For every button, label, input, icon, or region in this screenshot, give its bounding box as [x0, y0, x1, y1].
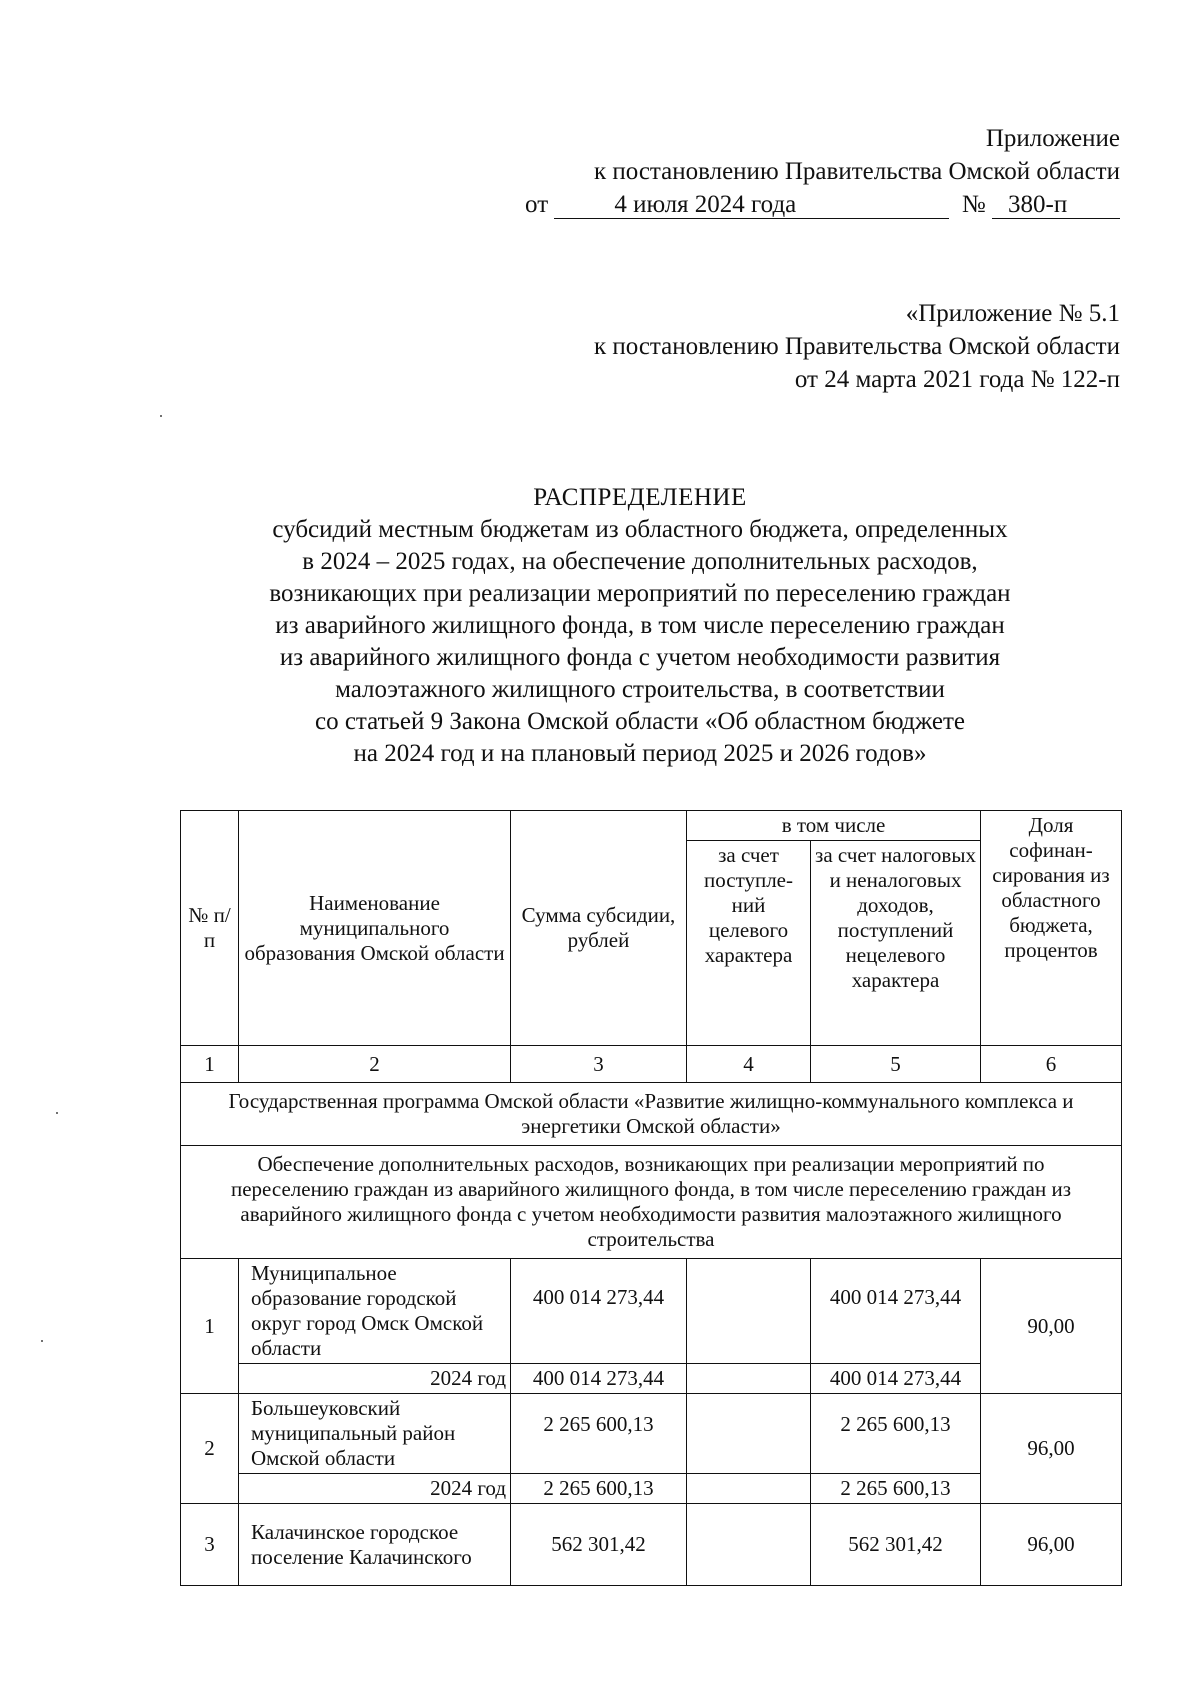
year-nontargeted-amount: 400 014 273,44 — [811, 1364, 981, 1394]
program-name: Государственная программа Омской области «Развитие жилищно-коммунального комплекса и энергетики Омской области» — [181, 1083, 1122, 1146]
col-number: 3 — [511, 1046, 687, 1083]
targeted-amount — [687, 1259, 811, 1364]
year-subsidy-sum: 2 265 600,13 — [511, 1474, 687, 1504]
scan-speck — [56, 1112, 58, 1114]
year-nontargeted-amount: 2 265 600,13 — [811, 1474, 981, 1504]
header-num: № п/п — [181, 811, 239, 1046]
header-name: Наименование муниципального образования Омской области — [239, 811, 511, 1046]
column-number-row — [181, 1046, 1122, 1083]
original-appendix-label: «Приложение № 5.1 — [905, 300, 1120, 327]
decree-date: 4 июля 2024 года — [554, 192, 949, 219]
title-line: малоэтажного жилищного строительства, в соответствии — [335, 676, 945, 703]
header-targeted: за счет поступле-ний целевого характера — [687, 841, 811, 1046]
appendix-header — [525, 122, 1120, 221]
document-title: РАСПРЕДЕЛЕНИЕ — [533, 484, 747, 511]
targeted-amount — [687, 1504, 811, 1586]
nontargeted-amount: 562 301,42 — [811, 1504, 981, 1586]
document-title-block — [160, 482, 1120, 770]
subsidy-sum: 400 014 273,44 — [511, 1259, 687, 1364]
row-number: 2 — [181, 1394, 239, 1504]
measure-row — [181, 1146, 1122, 1259]
row-number: 1 — [181, 1259, 239, 1394]
title-line: субсидий местным бюджетам из областного бюджета, определенных — [272, 516, 1008, 543]
col-number: 1 — [181, 1046, 239, 1083]
year-targeted-amount — [687, 1364, 811, 1394]
subsidy-sum: 562 301,42 — [511, 1504, 687, 1586]
table-row-year — [181, 1364, 1122, 1394]
cofinancing-share: 96,00 — [981, 1394, 1122, 1504]
cofinancing-share: 90,00 — [981, 1259, 1122, 1394]
appendix-label: Приложение — [985, 125, 1120, 152]
program-row — [181, 1083, 1122, 1146]
original-appendix-header — [594, 297, 1120, 396]
title-line: из аварийного жилищного фонда, в том числе переселению граждан — [275, 612, 1005, 639]
nontargeted-amount: 2 265 600,13 — [811, 1394, 981, 1474]
header-nontargeted: за счет налоговых и неналоговых доходов, поступлений нецелевого характера — [811, 841, 981, 1046]
header-group: в том числе — [687, 811, 981, 841]
scan-speck — [41, 1340, 43, 1342]
appendix-decree-ref: к постановлению Правительства Омской области — [593, 158, 1120, 185]
table-header-row — [181, 811, 1122, 841]
year-label: 2024 год — [239, 1364, 511, 1394]
title-line: со статьей 9 Закона Омской области «Об областном бюджете — [314, 708, 966, 735]
nontargeted-amount: 400 014 273,44 — [811, 1259, 981, 1364]
col-number: 6 — [981, 1046, 1122, 1083]
table-row — [181, 1394, 1122, 1474]
table-row-year — [181, 1474, 1122, 1504]
header-share: Доля софинан-сирования из областного бюджета, процентов — [981, 811, 1122, 1046]
municipality-name: Большеуковский муниципальный район Омской области — [239, 1394, 511, 1474]
subsidy-table — [180, 810, 1122, 1586]
original-decree-date: от 24 марта 2021 года № 122-п — [794, 366, 1120, 393]
col-number: 2 — [239, 1046, 511, 1083]
municipality-name: Муниципальное образование городской округ город Омск Омской области — [239, 1259, 511, 1364]
from-label: от — [525, 191, 549, 218]
year-subsidy-sum: 400 014 273,44 — [511, 1364, 687, 1394]
municipality-name: Калачинское городское поселение Калачинского — [239, 1504, 511, 1586]
year-targeted-amount — [687, 1474, 811, 1504]
cofinancing-share: 96,00 — [981, 1504, 1122, 1586]
subsidy-sum: 2 265 600,13 — [511, 1394, 687, 1474]
title-line: на 2024 год и на плановый период 2025 и 2026 годов» — [353, 740, 927, 767]
table-row — [181, 1504, 1122, 1586]
title-line: возникающих при реализации мероприятий по переселению граждан — [269, 580, 1011, 607]
row-number: 3 — [181, 1504, 239, 1586]
measure-name: Обеспечение дополнительных расходов, возникающих при реализации мероприятий по переселению граждан из аварийного жилищного фонда, в том числе переселению граждан из аварийного жилищного фонда с учетом необходимости развития малоэтажного жилищного строительства — [181, 1146, 1122, 1259]
original-decree-ref: к постановлению Правительства Омской области — [593, 333, 1120, 360]
year-label: 2024 год — [239, 1474, 511, 1504]
targeted-amount — [687, 1394, 811, 1474]
title-line: из аварийного жилищного фонда с учетом необходимости развития — [279, 644, 1001, 671]
scan-speck — [160, 415, 162, 417]
col-number: 4 — [687, 1046, 811, 1083]
header-sum: Сумма субсидии, рублей — [511, 811, 687, 1046]
appendix-date-line — [525, 188, 1120, 221]
decree-number: 380-п — [992, 192, 1120, 219]
number-label: № — [961, 191, 986, 218]
table-row — [181, 1259, 1122, 1364]
col-number: 5 — [811, 1046, 981, 1083]
title-line: в 2024 – 2025 годах, на обеспечение дополнительных расходов, — [302, 548, 978, 575]
